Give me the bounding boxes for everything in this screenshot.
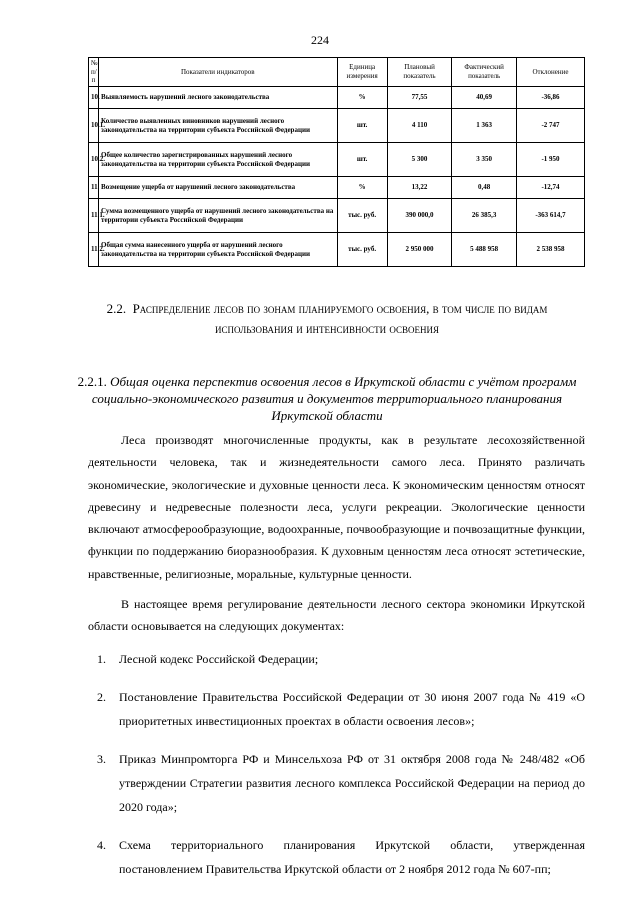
row-deviation: -1 950 bbox=[516, 143, 584, 177]
row-unit: % bbox=[337, 177, 387, 199]
list-item bbox=[88, 647, 585, 671]
subsection-heading bbox=[72, 373, 582, 424]
row-number: 11.2. bbox=[89, 233, 99, 267]
table-header-row bbox=[89, 58, 585, 87]
header-indicator: Показатели индикаторов bbox=[99, 58, 338, 87]
documents-list bbox=[88, 647, 585, 895]
list-item-number: 1. bbox=[97, 652, 106, 666]
list-item bbox=[88, 747, 585, 819]
subsection-number: 2.2.1. bbox=[77, 374, 107, 389]
row-unit: тыс. руб. bbox=[337, 233, 387, 267]
row-actual: 0,48 bbox=[452, 177, 517, 199]
table-row bbox=[89, 199, 585, 233]
paragraph-regulation-intro: В настоящее время регулирование деятельности лесного сектора экономики Иркутской области основывается на следующих документах: bbox=[88, 597, 585, 634]
header-deviation: Отклонение bbox=[516, 58, 584, 87]
table-row bbox=[89, 87, 585, 109]
row-unit: тыс. руб. bbox=[337, 199, 387, 233]
row-planned: 2 950 000 bbox=[387, 233, 452, 267]
header-actual: Фактический показатель bbox=[452, 58, 517, 87]
list-item-number: 4. bbox=[97, 838, 106, 852]
page-number: 224 bbox=[311, 33, 329, 47]
row-number: 10.2. bbox=[89, 143, 99, 177]
list-item-number: 3. bbox=[97, 752, 106, 766]
row-indicator: Общее количество зарегистрированных нарушений лесного законодательства на территории субъекта Российской Федерации bbox=[99, 143, 338, 177]
row-indicator: Количество выявленных виновников нарушений лесного законодательства на территории субъекта Российской Федерации bbox=[99, 109, 338, 143]
row-deviation: -36,86 bbox=[516, 87, 584, 109]
section-heading bbox=[72, 299, 582, 339]
list-item-text: Постановление Правительства Российской Федерации от 30 июня 2007 года № 419 «О приоритетных инвестиционных проектах в области освоения лесов»; bbox=[119, 690, 585, 728]
table-row bbox=[89, 233, 585, 267]
row-actual: 1 363 bbox=[452, 109, 517, 143]
row-indicator: Выявляемость нарушений лесного законодательства bbox=[99, 87, 338, 109]
row-actual: 40,69 bbox=[452, 87, 517, 109]
header-planned: Плановый показатель bbox=[387, 58, 452, 87]
list-item bbox=[88, 685, 585, 733]
table-row bbox=[89, 143, 585, 177]
row-deviation: -2 747 bbox=[516, 109, 584, 143]
list-item-number: 2. bbox=[97, 690, 106, 704]
row-indicator: Сумма возмещенного ущерба от нарушений лесного законодательства на территории субъекта Российской Федерации bbox=[99, 199, 338, 233]
row-indicator: Возмещение ущерба от нарушений лесного законодательства bbox=[99, 177, 338, 199]
subsection-title-text: Общая оценка перспектив освоения лесов в Иркутской области с учётом программ социально-экономического развития и документов территориального планирования Иркутской области bbox=[91, 374, 577, 423]
row-deviation: -12,74 bbox=[516, 177, 584, 199]
row-deviation: -363 614,7 bbox=[516, 199, 584, 233]
table-row bbox=[89, 177, 585, 199]
row-planned: 13,22 bbox=[387, 177, 452, 199]
section-number: 2.2. bbox=[106, 301, 127, 316]
row-unit: шт. bbox=[337, 109, 387, 143]
row-actual: 3 350 bbox=[452, 143, 517, 177]
row-planned: 390 000,0 bbox=[387, 199, 452, 233]
row-planned: 4 110 bbox=[387, 109, 452, 143]
table-row bbox=[89, 109, 585, 143]
list-item-text: Приказ Минпромторга РФ и Минсельхоза РФ от 31 октября 2008 года № 248/482 «Об утверждении Стратегии развития лесного комплекса Российской Федерации на период до 2020 года»; bbox=[119, 752, 585, 814]
row-deviation: 2 538 958 bbox=[516, 233, 584, 267]
row-actual: 5 488 958 bbox=[452, 233, 517, 267]
row-number: 10.1. bbox=[89, 109, 99, 143]
row-actual: 26 385,3 bbox=[452, 199, 517, 233]
row-unit: шт. bbox=[337, 143, 387, 177]
list-item bbox=[88, 833, 585, 881]
indicators-table bbox=[88, 57, 585, 267]
row-unit: % bbox=[337, 87, 387, 109]
row-planned: 77,55 bbox=[387, 87, 452, 109]
row-number: 11.1. bbox=[89, 199, 99, 233]
list-item-text: Схема территориального планирования Иркутской области, утвержденная постановлением Правительства Иркутской области от 2 ноября 2012 года № 607-пп; bbox=[119, 838, 585, 876]
list-item-text: Лесной кодекс Российской Федерации; bbox=[119, 652, 319, 666]
row-indicator: Общая сумма нанесенного ущерба от нарушений лесного законодательства на территории субъекта Российской Федерации bbox=[99, 233, 338, 267]
paragraph-forest-values: Леса производят многочисленные продукты, как в результате лесохозяйственной деятельности человека, так и жизнедеятельности самого леса. Принято различать экономические, экологические и духовные ценности леса. К экономическим ценностям относят древесину и недревесные полезности леса, услуги рекреации. Экологические ценности включают атмосферообразующие, водоохранные, почвообразующие и почвозащитные функции, функции по поддержанию биоразнообразия. К духовным ценностям леса относят эстетические, нравственные, религиозные, моральные, культурные ценности. bbox=[88, 433, 585, 581]
row-planned: 5 300 bbox=[387, 143, 452, 177]
header-unit: Единица измерения bbox=[337, 58, 387, 87]
section-title-text: Распределение лесов по зонам планируемого освоения, в том числе по видам использования и интенсивности освоения bbox=[132, 301, 548, 336]
row-number: 11. bbox=[89, 177, 99, 199]
header-number: № п/п bbox=[89, 58, 99, 87]
row-number: 10. bbox=[89, 87, 99, 109]
